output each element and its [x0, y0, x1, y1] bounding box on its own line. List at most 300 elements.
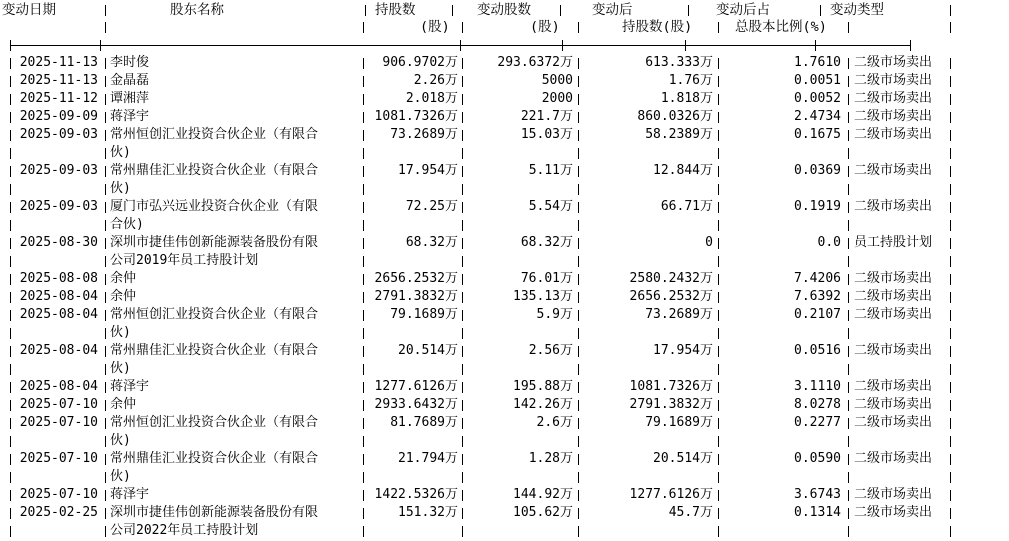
- row-separator: [950, 346, 951, 357]
- row-left-border: [10, 292, 11, 303]
- row-separator: [363, 292, 364, 303]
- cell-type: 二级市场卖出: [854, 163, 933, 178]
- cell-after: [582, 468, 715, 486]
- row-separator: [950, 184, 951, 195]
- cell-after: 860.0326万: [637, 109, 713, 124]
- cell-after: [582, 360, 715, 378]
- hdr-name: 股东名称: [170, 2, 224, 18]
- row-separator: [950, 238, 951, 249]
- cell-pct: 1.7610: [794, 55, 841, 70]
- cell-after: 73.2689万: [645, 307, 713, 322]
- cell-after: 0: [705, 235, 713, 250]
- cell-pct: 3.1110: [794, 379, 841, 394]
- row-separator: [950, 328, 951, 339]
- cell-date: 2025-09-03: [19, 199, 98, 214]
- row-left-border: [10, 310, 11, 321]
- cell-name: 常州恒创汇业投资合伙企业（有限合: [110, 307, 319, 322]
- row-separator: [363, 238, 364, 249]
- cell-name: 常州鼎佳汇业投资合伙企业（有限合: [110, 163, 319, 178]
- row-separator: [950, 364, 951, 375]
- cell-chg: 5.9万: [536, 307, 573, 322]
- row-separator: [848, 508, 849, 519]
- cell-pct: [722, 432, 843, 450]
- cell-pct: [722, 180, 843, 198]
- row-separator: [105, 328, 106, 339]
- row-separator: [578, 112, 579, 123]
- row-separator: [848, 310, 849, 321]
- cell-pct: 7.6392: [794, 289, 841, 304]
- header-rule-tick: [460, 40, 461, 51]
- row-separator: [462, 400, 463, 411]
- row-separator: [578, 364, 579, 375]
- hdr-after-unit: 持股数(股): [622, 19, 693, 35]
- cell-type: 二级市场卖出: [854, 271, 933, 286]
- row-separator: [950, 76, 951, 87]
- row-left-border: [10, 436, 11, 447]
- cell-name: 余仲: [110, 289, 137, 304]
- row-separator: [950, 400, 951, 411]
- cell-name: 合伙): [110, 217, 144, 232]
- cell-pct: 0.2107: [794, 307, 841, 322]
- hdr-hold: 持股数: [375, 2, 416, 18]
- row-separator: [363, 508, 364, 519]
- cell-date: [10, 468, 100, 486]
- row-separator: [950, 454, 951, 465]
- row-separator: [462, 202, 463, 213]
- cell-type: 二级市场卖出: [854, 343, 933, 358]
- row-separator: [105, 436, 106, 447]
- row-separator: [950, 490, 951, 501]
- cell-after: 20.514万: [653, 451, 713, 466]
- cell-hold: 2791.3832万: [374, 289, 458, 304]
- row-separator: [578, 148, 579, 159]
- row-separator: [848, 292, 849, 303]
- cell-date: 2025-09-03: [19, 163, 98, 178]
- row-separator: [578, 490, 579, 501]
- row-separator: [105, 490, 106, 501]
- row-separator: [462, 508, 463, 519]
- row-separator: [718, 490, 719, 501]
- row-separator: [462, 490, 463, 501]
- row-separator: [848, 436, 849, 447]
- cell-name: 金晶磊: [110, 73, 150, 88]
- row-separator: [105, 184, 106, 195]
- cell-hold: [368, 252, 460, 270]
- row-separator: [950, 202, 951, 213]
- cell-name: 蒋泽宇: [110, 109, 150, 124]
- row-left-border: [10, 508, 11, 519]
- cell-hold: 151.32万: [398, 505, 458, 520]
- row-left-border: [10, 274, 11, 285]
- cell-name: 公司2022年员工持股计划: [110, 523, 259, 538]
- cell-name: 余仲: [110, 271, 137, 286]
- row-left-border: [10, 418, 11, 429]
- row-separator: [718, 400, 719, 411]
- header-row1-separator: [950, 5, 951, 16]
- header-row1-separator: [105, 5, 106, 16]
- cell-after: [582, 432, 715, 450]
- cell-date: 2025-11-12: [19, 91, 98, 106]
- cell-pct: 0.0369: [794, 163, 841, 178]
- row-separator: [363, 274, 364, 285]
- cell-chg: 142.26万: [513, 397, 573, 412]
- row-separator: [105, 202, 106, 213]
- cell-chg: [466, 216, 575, 234]
- row-left-border: [10, 382, 11, 393]
- cell-hold: 2.018万: [405, 91, 458, 106]
- row-separator: [462, 238, 463, 249]
- cell-pct: [722, 360, 843, 378]
- row-left-border: [10, 130, 11, 141]
- row-separator: [462, 310, 463, 321]
- row-separator: [462, 364, 463, 375]
- row-separator: [462, 436, 463, 447]
- row-separator: [578, 508, 579, 519]
- cell-date: [10, 522, 100, 540]
- row-separator: [578, 400, 579, 411]
- cell-chg: [466, 252, 575, 270]
- cell-pct: 0.0516: [794, 343, 841, 358]
- cell-type: [854, 180, 950, 198]
- cell-hold: [368, 180, 460, 198]
- row-separator: [105, 220, 106, 231]
- cell-chg: [466, 360, 575, 378]
- cell-pct: 3.6743: [794, 487, 841, 502]
- cell-hold: 68.32万: [405, 235, 458, 250]
- row-separator: [718, 292, 719, 303]
- cell-chg: 1.28万: [528, 451, 573, 466]
- hdr-after: 变动后: [592, 2, 633, 18]
- row-separator: [848, 202, 849, 213]
- row-separator: [718, 238, 719, 249]
- row-separator: [578, 346, 579, 357]
- cell-after: [582, 216, 715, 234]
- cell-date: 2025-09-09: [19, 109, 98, 124]
- row-separator: [950, 94, 951, 105]
- cell-hold: [368, 522, 460, 540]
- row-separator: [105, 112, 106, 123]
- cell-name: 伙): [110, 325, 131, 340]
- cell-pct: 0.0: [817, 235, 841, 250]
- row-separator: [105, 364, 106, 375]
- cell-after: [582, 522, 715, 540]
- hdr-change-unit: (股): [530, 19, 560, 35]
- row-separator: [718, 220, 719, 231]
- row-separator: [848, 454, 849, 465]
- cell-type: [854, 432, 950, 450]
- cell-type: 二级市场卖出: [854, 73, 933, 88]
- row-separator: [848, 256, 849, 267]
- cell-type: 二级市场卖出: [854, 415, 933, 430]
- row-separator: [578, 238, 579, 249]
- cell-type: 二级市场卖出: [854, 55, 933, 70]
- cell-pct: [722, 144, 843, 162]
- header-rule-tick: [685, 40, 686, 51]
- header-rule-tick: [100, 40, 101, 51]
- row-left-border: [10, 400, 11, 411]
- row-separator: [950, 310, 951, 321]
- row-separator: [105, 238, 106, 249]
- cell-after: 613.333万: [645, 55, 713, 70]
- cell-chg: 2.56万: [528, 343, 573, 358]
- cell-date: [10, 324, 100, 342]
- cell-hold: [368, 468, 460, 486]
- hdr-pct-unit: 总股本比例(%): [735, 19, 827, 35]
- row-separator: [363, 76, 364, 87]
- row-separator: [950, 274, 951, 285]
- header-rule-tick: [562, 40, 563, 51]
- row-separator: [105, 94, 106, 105]
- row-separator: [462, 274, 463, 285]
- row-separator: [578, 472, 579, 483]
- row-separator: [718, 274, 719, 285]
- row-separator: [578, 130, 579, 141]
- cell-date: 2025-08-04: [19, 379, 98, 394]
- cell-chg: [466, 144, 575, 162]
- row-separator: [718, 130, 719, 141]
- cell-after: [582, 252, 715, 270]
- row-left-border: [10, 472, 11, 483]
- row-separator: [718, 508, 719, 519]
- row-separator: [462, 454, 463, 465]
- cell-after: 66.71万: [660, 199, 713, 214]
- cell-pct: 0.0051: [794, 73, 841, 88]
- cell-type: [854, 144, 950, 162]
- header-row2-separator: [105, 22, 106, 33]
- cell-date: 2025-08-04: [19, 307, 98, 322]
- cell-type: 二级市场卖出: [854, 289, 933, 304]
- cell-after: 1277.6126万: [629, 487, 713, 502]
- header-rule-tick: [10, 40, 11, 51]
- row-separator: [848, 364, 849, 375]
- cell-type: [854, 252, 950, 270]
- row-separator: [718, 256, 719, 267]
- header-row1-separator: [688, 5, 689, 16]
- cell-after: [582, 324, 715, 342]
- row-separator: [105, 292, 106, 303]
- row-left-border: [10, 76, 11, 87]
- cell-hold: 2.26万: [413, 73, 458, 88]
- row-separator: [578, 310, 579, 321]
- row-separator: [848, 76, 849, 87]
- row-separator: [848, 418, 849, 429]
- row-left-border: [10, 526, 11, 537]
- cell-name: 伙): [110, 469, 131, 484]
- cell-type: 二级市场卖出: [854, 199, 933, 214]
- cell-type: [854, 468, 950, 486]
- cell-pct: 2.4734: [794, 109, 841, 124]
- row-separator: [578, 256, 579, 267]
- cell-hold: 79.1689万: [390, 307, 458, 322]
- row-separator: [718, 148, 719, 159]
- hdr-type: 变动类型: [830, 2, 884, 18]
- cell-date: 2025-11-13: [19, 55, 98, 70]
- cell-chg: 2000: [541, 91, 573, 106]
- cell-date: [10, 432, 100, 450]
- cell-date: 2025-11-13: [19, 73, 98, 88]
- cell-name: 蒋泽宇: [110, 379, 150, 394]
- row-separator: [950, 148, 951, 159]
- row-separator: [363, 220, 364, 231]
- row-separator: [718, 202, 719, 213]
- row-separator: [718, 310, 719, 321]
- row-separator: [105, 148, 106, 159]
- cell-type: 二级市场卖出: [854, 487, 933, 502]
- row-separator: [718, 382, 719, 393]
- row-separator: [363, 346, 364, 357]
- cell-name: 李时俊: [110, 55, 150, 70]
- row-separator: [462, 418, 463, 429]
- row-separator: [848, 238, 849, 249]
- cell-name: 常州鼎佳汇业投资合伙企业（有限合: [110, 451, 319, 466]
- row-separator: [462, 292, 463, 303]
- cell-date: 2025-08-04: [19, 289, 98, 304]
- cell-after: 12.844万: [653, 163, 713, 178]
- row-left-border: [10, 346, 11, 357]
- cell-pct: 7.4206: [794, 271, 841, 286]
- cell-date: 2025-08-30: [19, 235, 98, 250]
- row-separator: [363, 436, 364, 447]
- row-separator: [105, 76, 106, 87]
- cell-type: [854, 216, 950, 234]
- cell-pct: 0.0052: [794, 91, 841, 106]
- row-separator: [848, 490, 849, 501]
- row-separator: [363, 454, 364, 465]
- row-separator: [105, 166, 106, 177]
- header-row2-separator: [578, 22, 579, 33]
- cell-date: 2025-07-10: [19, 451, 98, 466]
- row-separator: [718, 454, 719, 465]
- row-separator: [950, 508, 951, 519]
- row-separator: [363, 202, 364, 213]
- row-separator: [578, 220, 579, 231]
- row-separator: [578, 418, 579, 429]
- cell-type: [854, 360, 950, 378]
- cell-hold: 2656.2532万: [374, 271, 458, 286]
- row-separator: [363, 112, 364, 123]
- row-separator: [848, 166, 849, 177]
- row-separator: [848, 472, 849, 483]
- cell-hold: 17.954万: [398, 163, 458, 178]
- row-separator: [950, 436, 951, 447]
- cell-hold: 1422.5326万: [374, 487, 458, 502]
- row-separator: [462, 148, 463, 159]
- cell-chg: [466, 432, 575, 450]
- cell-after: 79.1689万: [645, 415, 713, 430]
- row-separator: [462, 94, 463, 105]
- row-separator: [578, 184, 579, 195]
- row-separator: [578, 382, 579, 393]
- row-separator: [950, 220, 951, 231]
- row-separator: [718, 112, 719, 123]
- row-separator: [718, 328, 719, 339]
- cell-date: 2025-09-03: [19, 127, 98, 142]
- cell-hold: 906.9702万: [382, 55, 458, 70]
- row-separator: [848, 148, 849, 159]
- cell-pct: 0.2277: [794, 415, 841, 430]
- cell-hold: 73.2689万: [390, 127, 458, 142]
- cell-hold: 81.7689万: [390, 415, 458, 430]
- row-separator: [363, 184, 364, 195]
- cell-chg: 221.7万: [520, 109, 573, 124]
- row-separator: [462, 76, 463, 87]
- cell-name: 伙): [110, 361, 131, 376]
- row-separator: [578, 436, 579, 447]
- header-row1-separator: [365, 5, 366, 16]
- row-separator: [578, 58, 579, 69]
- cell-hold: 1081.7326万: [374, 109, 458, 124]
- cell-name: 伙): [110, 433, 131, 448]
- row-left-border: [10, 364, 11, 375]
- hdr-change: 变动股数: [477, 2, 531, 18]
- cell-hold: 20.514万: [398, 343, 458, 358]
- row-separator: [848, 274, 849, 285]
- row-separator: [462, 130, 463, 141]
- row-separator: [950, 472, 951, 483]
- row-left-border: [10, 112, 11, 123]
- row-separator: [105, 58, 106, 69]
- cell-date: 2025-07-10: [19, 415, 98, 430]
- cell-date: [10, 180, 100, 198]
- row-separator: [848, 346, 849, 357]
- row-separator: [363, 418, 364, 429]
- cell-after: 45.7万: [668, 505, 713, 520]
- cell-name: 余仲: [110, 397, 137, 412]
- row-separator: [718, 346, 719, 357]
- cell-pct: 0.1675: [794, 127, 841, 142]
- row-separator: [848, 112, 849, 123]
- cell-name: 伙): [110, 145, 131, 160]
- cell-hold: [368, 144, 460, 162]
- cell-chg: 68.32万: [520, 235, 573, 250]
- cell-chg: 5.54万: [528, 199, 573, 214]
- cell-after: 17.954万: [653, 343, 713, 358]
- row-separator: [848, 400, 849, 411]
- header-row1-separator: [452, 5, 453, 16]
- row-separator: [848, 184, 849, 195]
- header-row1-separator: [820, 5, 821, 16]
- row-separator: [462, 382, 463, 393]
- cell-chg: [466, 180, 575, 198]
- row-separator: [950, 382, 951, 393]
- row-left-border: [10, 490, 11, 501]
- row-separator: [578, 202, 579, 213]
- cell-after: [582, 144, 715, 162]
- row-separator: [105, 256, 106, 267]
- cell-hold: [368, 216, 460, 234]
- row-separator: [950, 526, 951, 537]
- row-separator: [105, 526, 106, 537]
- row-separator: [363, 328, 364, 339]
- row-separator: [718, 184, 719, 195]
- row-separator: [718, 58, 719, 69]
- row-separator: [363, 58, 364, 69]
- cell-chg: 2.6万: [536, 415, 573, 430]
- cell-type: 员工持股计划: [854, 235, 933, 250]
- row-left-border: [10, 184, 11, 195]
- row-left-border: [10, 220, 11, 231]
- row-separator: [950, 256, 951, 267]
- row-separator: [363, 256, 364, 267]
- row-separator: [462, 220, 463, 231]
- row-separator: [848, 220, 849, 231]
- cell-date: 2025-02-25: [19, 505, 98, 520]
- cell-after: [582, 180, 715, 198]
- cell-type: 二级市场卖出: [854, 91, 933, 106]
- cell-chg: 76.01万: [520, 271, 573, 286]
- cell-hold: 2933.6432万: [374, 397, 458, 412]
- cell-type: 二级市场卖出: [854, 451, 933, 466]
